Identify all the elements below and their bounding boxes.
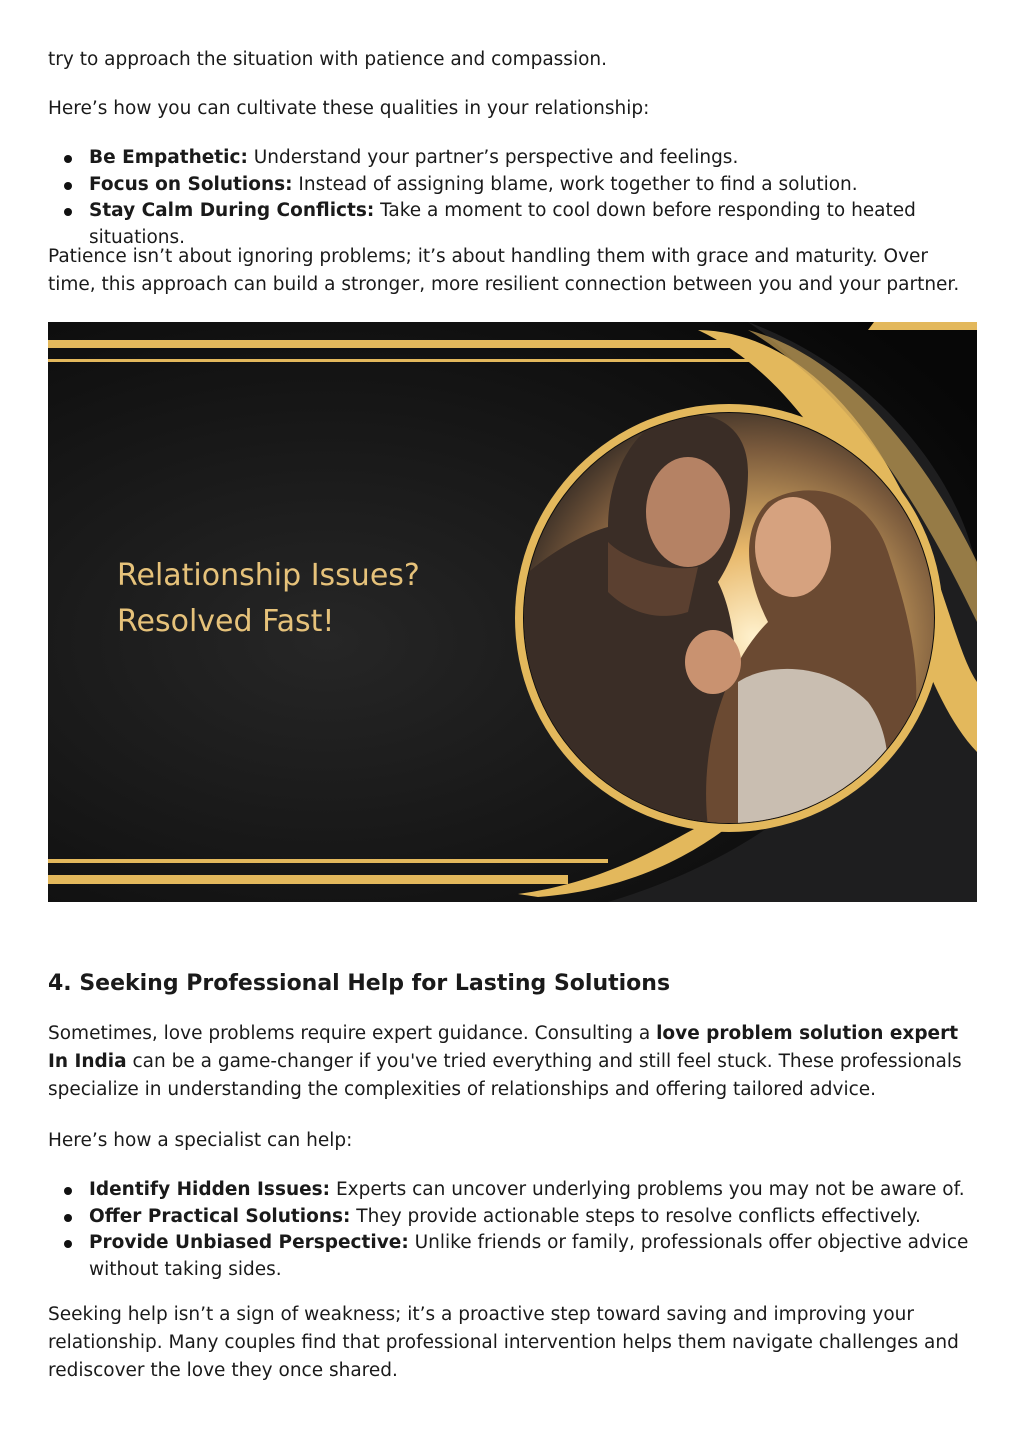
list-item-term: Identify Hidden Issues:	[89, 1179, 331, 1200]
list-item	[48, 1177, 978, 1204]
list-item-term: Focus on Solutions:	[89, 173, 293, 195]
list-item-text: Understand your partner’s perspective and feelings.	[247, 147, 739, 168]
list-item-text: Take a moment to cool down before responding to heated situations.	[89, 200, 916, 248]
list-item-text: Experts can uncover underlying problems you may not be aware of.	[330, 1179, 965, 1200]
banner-headline-line1: Relationship Issues?	[117, 558, 420, 593]
help-list	[48, 1177, 978, 1283]
list-item	[48, 145, 978, 172]
intro-paragraph-2: Here’s how you can cultivate these qualities in your relationship:	[48, 98, 650, 119]
help-lead-paragraph: Here’s how a specialist can help:	[48, 1130, 353, 1151]
intro-text-before: Sometimes, love problems require expert guidance. Consulting a	[48, 1023, 657, 1044]
list-item-term: Provide Unbiased Perspective:	[89, 1232, 409, 1253]
patience-paragraph: Patience isn’t about ignoring problems; it’s about handling them with grace and maturity. Over time, this approach can build a stronger, more resilient connection between you and your partner.	[48, 246, 960, 295]
closing-paragraph: Seeking help isn’t a sign of weakness; it’s a proactive step toward saving and improving your relationship. Many couples find that professional intervention helps them navigate challenges and rediscover the love they once shared.	[48, 1304, 959, 1381]
list-item-term: Offer Practical Solutions:	[89, 1205, 351, 1227]
intro-text-after: can be a game-changer if you've tried everything and still feel stuck. These professionals specialize in understanding the complexities of relationships and offering tailored advice.	[48, 1051, 962, 1100]
banner-image	[48, 322, 977, 902]
list-item	[48, 1230, 978, 1283]
list-item	[48, 1204, 978, 1231]
section-intro-paragraph	[48, 1020, 978, 1104]
list-item-term: Be Empathetic:	[89, 147, 248, 168]
list-item-text: Unlike friends or family, professionals offer objective advice without taking sides.	[89, 1232, 969, 1280]
section-heading: 4. Seeking Professional Help for Lasting Solutions	[48, 971, 671, 996]
qualities-list	[48, 145, 978, 251]
list-item-text: Instead of assigning blame, work together to find a solution.	[292, 173, 858, 195]
intro-text-bold: love problem solution expert In India	[48, 1023, 959, 1072]
list-item-term: Stay Calm During Conflicts:	[89, 200, 375, 221]
banner-headline-line2: Resolved Fast!	[117, 604, 335, 639]
list-item-text: They provide actionable steps to resolve conflicts effectively.	[350, 1205, 921, 1227]
intro-paragraph-1: try to approach the situation with patience and compassion.	[48, 49, 608, 70]
list-item	[48, 172, 978, 199]
